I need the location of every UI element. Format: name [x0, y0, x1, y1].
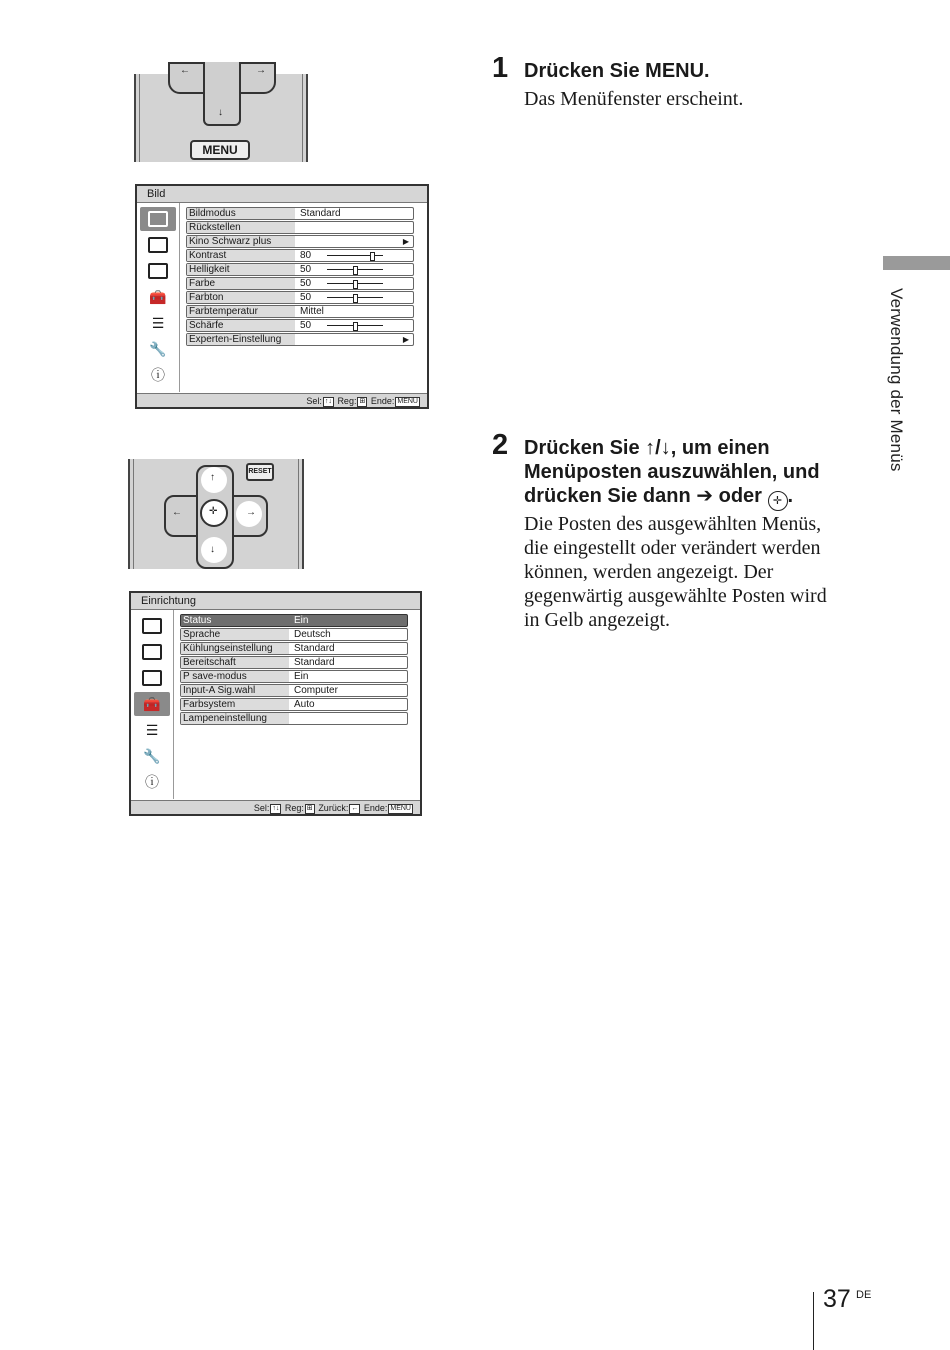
menu-row-value: 80 — [300, 250, 312, 261]
step-2-heading-text: oder — [718, 485, 762, 507]
menu-key-icon: MENU — [397, 397, 418, 405]
bild-menu-screen — [135, 184, 429, 409]
step-2-heading-line: Menüposten auszuwählen, und — [524, 461, 820, 483]
dpad — [168, 65, 276, 128]
menu-row-label: Farbsystem — [181, 699, 289, 710]
menu-row-label: Status — [181, 615, 289, 626]
step-2-body — [524, 512, 864, 632]
menu-row-label: Kühlungseinstellung — [181, 643, 289, 654]
page-number-rule — [813, 1292, 814, 1350]
menu-row-value: Computer — [294, 685, 338, 696]
slider-knob[interactable] — [353, 322, 358, 331]
menu-row-value: 50 — [300, 292, 312, 303]
up-down-key-icon: ↑↓ — [324, 397, 332, 405]
picture-menu-icon[interactable] — [140, 207, 176, 231]
step-2-heading-line: Drücken Sie ↑/↓, um einen — [524, 437, 770, 459]
menu-row-label: Farbe — [187, 278, 295, 289]
section-title: Verwendung der Menüs — [887, 288, 906, 472]
menu-row-value: Deutsch — [294, 629, 331, 640]
wrench-icon[interactable]: 🔧 — [149, 340, 167, 357]
menu-row-value: 50 — [300, 278, 312, 289]
menu-row[interactable] — [186, 207, 414, 220]
menu-row-label: Kontrast — [187, 250, 295, 261]
remote-edge — [302, 74, 303, 162]
step-2-body-line: Die Posten des ausgewählten Menüs, — [524, 513, 822, 535]
slider-knob[interactable] — [353, 280, 358, 289]
arrow-right-icon: → — [256, 65, 266, 76]
setup-toolbox-icon[interactable]: 🧰 — [149, 288, 167, 305]
page-language-code: DE — [856, 1289, 872, 1301]
menu-title: Einrichtung — [131, 593, 420, 610]
menu-row[interactable] — [186, 249, 414, 262]
enter-key-icon: ⊞ — [359, 397, 366, 405]
menu-row-value: Standard — [294, 657, 335, 668]
menu-row[interactable] — [186, 277, 414, 290]
step-1-body: Das Menüfenster erscheint. — [524, 88, 744, 110]
function-list-icon[interactable]: ☰ — [151, 314, 165, 331]
info-icon[interactable]: ⓘ — [151, 367, 165, 383]
footer-sel-label: Sel: — [253, 803, 270, 813]
menu-row-label: Kino Schwarz plus — [187, 236, 295, 247]
reset-button[interactable]: RESET — [246, 463, 274, 481]
footer-ende-label: Ende: — [370, 396, 395, 406]
step-2-body-line: die eingestellt oder verändert werden — [524, 537, 821, 559]
menu-row-label: Farbton — [187, 292, 295, 303]
einrichtung-menu-screen — [129, 591, 422, 816]
menu-row-label: Helligkeit — [187, 264, 295, 275]
menu-row[interactable] — [180, 712, 408, 725]
menu-row-value: Ein — [294, 671, 309, 682]
remote-illustration-dpad — [128, 459, 304, 569]
wrench-icon[interactable]: 🔧 — [143, 747, 161, 764]
menu-row-label: Rückstellen — [187, 222, 295, 233]
arrow-down-icon: ↓ — [210, 544, 215, 555]
step-2-heading-text: drücken Sie dann — [524, 485, 691, 507]
menu-row-value: Ein — [294, 615, 309, 626]
step-2-body-line: können, werden angezeigt. Der — [524, 561, 774, 583]
menu-row[interactable] — [186, 235, 414, 248]
picture-advanced-icon[interactable] — [145, 233, 171, 257]
menu-icon-column — [131, 610, 174, 799]
footer-ende-label: Ende: — [363, 803, 388, 813]
left-key-icon: ← — [351, 804, 359, 812]
menu-icon-column — [137, 203, 180, 392]
arrow-left-icon: ← — [180, 65, 190, 76]
menu-row[interactable] — [180, 628, 408, 641]
menu-row-label: Schärfe — [187, 320, 295, 331]
footer-reg-label: Reg: — [284, 803, 304, 813]
menu-row-label: Sprache — [181, 629, 289, 640]
submenu-arrow-icon: ▶ — [402, 335, 409, 344]
step-1-number: 1 — [492, 52, 509, 84]
menu-row[interactable] — [180, 656, 408, 669]
step-2-heading-text: . — [787, 485, 794, 507]
enter-crosshair-icon: ✛ — [768, 491, 788, 511]
arrow-down-icon: ↓ — [218, 107, 223, 118]
menu-row[interactable] — [186, 319, 414, 332]
step-1-heading: Drücken Sie MENU. — [524, 60, 710, 82]
screen-menu-icon[interactable] — [139, 666, 165, 690]
menu-footer — [137, 393, 427, 407]
step-2-heading-line — [524, 484, 864, 511]
menu-row-label: P save-modus — [181, 671, 289, 682]
menu-row-label: Farbtemperatur — [187, 306, 295, 317]
menu-row-label: Input-A Sig.wahl — [181, 685, 289, 696]
menu-row-value: 50 — [300, 264, 312, 275]
menu-row[interactable] — [180, 698, 408, 711]
menu-row[interactable] — [186, 221, 414, 234]
page-number: 37 — [823, 1285, 851, 1313]
step-2-number: 2 — [492, 429, 509, 461]
arrow-right-icon: → — [246, 507, 256, 518]
setup-toolbox-icon[interactable]: 🧰 — [134, 692, 170, 716]
menu-row[interactable] — [186, 291, 414, 304]
section-tab-marker — [883, 256, 950, 270]
arrow-right-icon: ➔ — [696, 485, 714, 507]
menu-row[interactable] — [180, 670, 408, 683]
step-2-body-line: in Gelb angezeigt. — [524, 609, 671, 631]
remote-edge — [133, 459, 134, 569]
menu-key-icon: MENU — [390, 804, 411, 812]
picture-menu-icon[interactable] — [139, 614, 165, 638]
step-2-body-line: gegenwärtig ausgewählte Posten wird — [524, 585, 827, 607]
footer-reg-label: Reg: — [337, 396, 357, 406]
arrow-left-icon: ← — [172, 507, 182, 518]
menu-row-label: Experten-Einstellung — [187, 334, 295, 345]
up-down-key-icon: ↑↓ — [272, 804, 280, 812]
step-2-heading — [524, 436, 864, 511]
menu-row-value: Mittel — [300, 306, 324, 317]
arrow-up-icon: ↑ — [210, 472, 215, 483]
remote-illustration-menu — [134, 65, 308, 162]
remote-edge — [139, 74, 140, 162]
menu-row[interactable] — [180, 684, 408, 697]
picture-advanced-icon[interactable] — [139, 640, 165, 664]
enter-key-icon: ⊞ — [306, 804, 313, 812]
slider-knob[interactable] — [370, 252, 375, 261]
enter-crosshair-icon: ✛ — [209, 506, 218, 517]
menu-row[interactable] — [186, 305, 414, 318]
menu-row-value: Standard — [294, 643, 335, 654]
menu-footer — [131, 800, 420, 814]
footer-zurueck-label: Zurück: — [318, 803, 349, 813]
menu-row-label: Lampeneinstellung — [181, 713, 289, 724]
menu-row[interactable] — [180, 614, 408, 627]
menu-row[interactable] — [180, 642, 408, 655]
function-list-icon[interactable]: ☰ — [145, 721, 159, 738]
menu-row[interactable] — [186, 333, 414, 346]
menu-row-value: Auto — [294, 699, 315, 710]
slider-knob[interactable] — [353, 266, 358, 275]
menu-row-label: Bereitschaft — [181, 657, 289, 668]
screen-menu-icon[interactable] — [145, 259, 171, 283]
slider-knob[interactable] — [353, 294, 358, 303]
menu-row-label: Bildmodus — [187, 208, 295, 219]
menu-row[interactable] — [186, 263, 414, 276]
menu-row-value: 50 — [300, 320, 312, 331]
info-icon[interactable]: ⓘ — [145, 774, 159, 790]
remote-edge — [298, 459, 299, 569]
menu-button[interactable]: MENU — [190, 140, 250, 160]
menu-title: Bild — [137, 186, 427, 203]
footer-sel-label: Sel: — [306, 396, 322, 406]
menu-row-value: Standard — [300, 208, 341, 219]
submenu-arrow-icon: ▶ — [402, 237, 409, 246]
